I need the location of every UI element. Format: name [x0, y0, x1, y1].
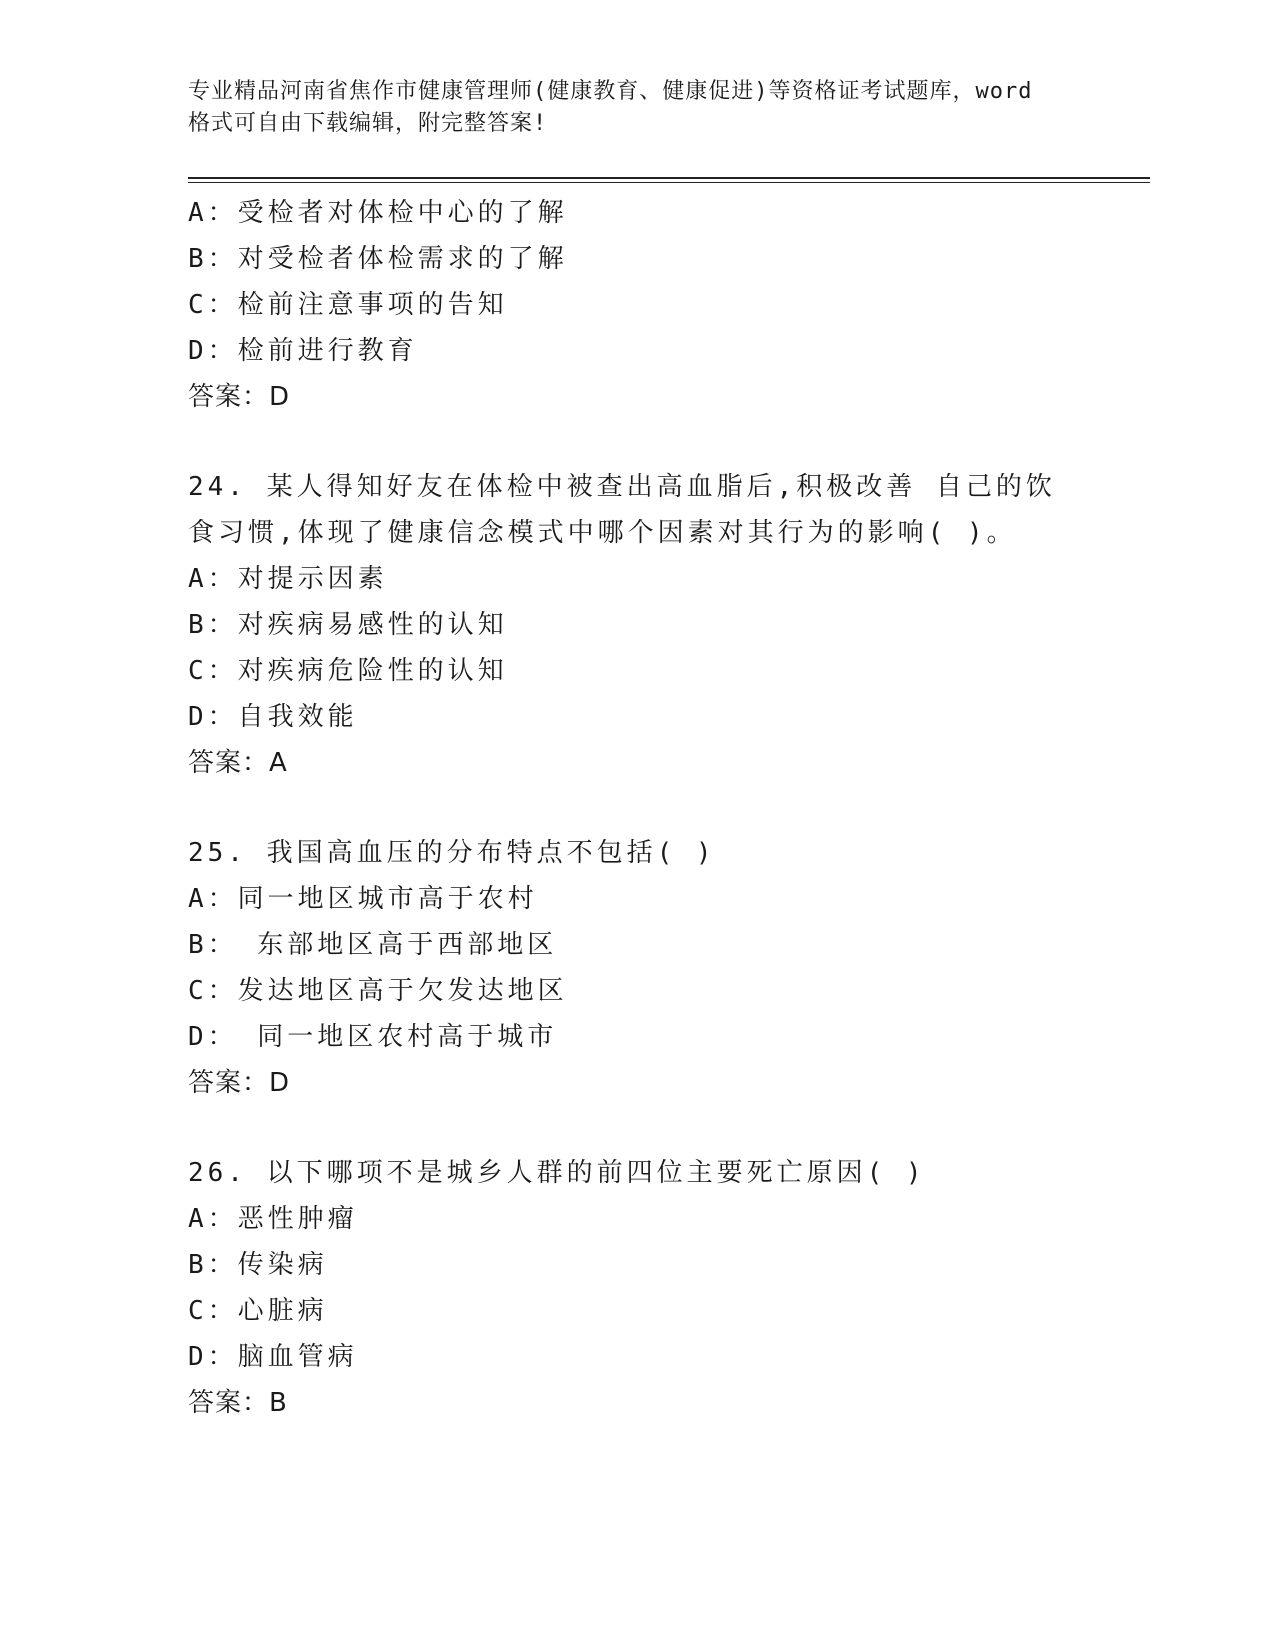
answer-line: 答案：D [188, 382, 291, 412]
option-letter: D： [188, 1022, 238, 1052]
option-letter: C： [188, 290, 238, 320]
option-c [188, 968, 1088, 1014]
option-letter: B： [188, 610, 238, 640]
option-text: 检前注意事项的告知 [237, 290, 508, 320]
option-letter: D： [188, 702, 238, 732]
option-text: 脑血管病 [237, 1342, 358, 1372]
question-spacer [188, 420, 1088, 464]
option-text: 对提示因素 [237, 564, 388, 594]
header-divider-thick [188, 177, 1150, 179]
question-stem: 25. 我国高血压的分布特点不包括( ) [188, 838, 716, 868]
option-text: 对疾病易感性的认知 [237, 610, 508, 640]
option-text: 东部地区高于西部地区 [237, 930, 558, 960]
option-text: 对疾病危险性的认知 [237, 656, 508, 686]
option-letter: A： [188, 198, 238, 228]
option-a [188, 190, 1088, 236]
option-letter: B： [188, 1250, 238, 1280]
document-header [188, 76, 1088, 140]
option-d [188, 1014, 1088, 1060]
option-b [188, 1242, 1088, 1288]
option-c [188, 648, 1088, 694]
option-a [188, 876, 1088, 922]
option-letter: C： [188, 1296, 238, 1326]
option-b [188, 922, 1088, 968]
question-26 [188, 1150, 1088, 1426]
option-letter: C： [188, 976, 238, 1006]
option-text: 传染病 [237, 1250, 328, 1280]
option-b [188, 602, 1088, 648]
header-line-2: 格式可自由下载编辑，附完整答案! [188, 111, 548, 136]
option-d [188, 328, 1088, 374]
option-c [188, 282, 1088, 328]
option-letter: B： [188, 244, 238, 274]
header-line-1: 专业精品河南省焦作市健康管理师(健康教育、健康促进)等资格证考试题库，word [188, 79, 1033, 104]
option-letter: D： [188, 1342, 238, 1372]
question-stem: 26. 以下哪项不是城乡人群的前四位主要死亡原因( ) [188, 1158, 926, 1188]
answer-line: 答案：B [188, 1388, 288, 1418]
option-letter: A： [188, 564, 238, 594]
option-text: 同一地区农村高于城市 [237, 1022, 558, 1052]
option-a [188, 556, 1088, 602]
header-divider-thin [188, 182, 1150, 183]
question-23 [188, 190, 1088, 420]
option-text: 发达地区高于欠发达地区 [237, 976, 568, 1006]
option-text: 心脏病 [237, 1296, 328, 1326]
option-b [188, 236, 1088, 282]
option-text: 受检者对体检中心的了解 [237, 198, 568, 228]
option-letter: A： [188, 1204, 238, 1234]
option-d [188, 1334, 1088, 1380]
option-c [188, 1288, 1088, 1334]
option-text: 自我效能 [237, 702, 358, 732]
option-letter: A： [188, 884, 238, 914]
option-letter: C： [188, 656, 238, 686]
option-text: 检前进行教育 [237, 336, 418, 366]
option-letter: D： [188, 336, 238, 366]
question-spacer [188, 1106, 1088, 1150]
question-list [188, 190, 1088, 1426]
question-24 [188, 464, 1088, 786]
option-text: 恶性肿瘤 [237, 1204, 358, 1234]
option-a [188, 1196, 1088, 1242]
answer-line: 答案：D [188, 1068, 291, 1098]
option-text: 同一地区城市高于农村 [237, 884, 538, 914]
option-d [188, 694, 1088, 740]
answer-line: 答案：A [188, 748, 288, 778]
question-spacer [188, 786, 1088, 830]
question-stem: 24. 某人得知好友在体检中被查出高血脂后,积极改善 自己的饮食习惯,体现了健康信念模式中哪个因素对其行为的影响( )。 [188, 472, 1056, 548]
option-letter: B： [188, 930, 238, 960]
question-25 [188, 830, 1088, 1106]
option-text: 对受检者体检需求的了解 [237, 244, 568, 274]
